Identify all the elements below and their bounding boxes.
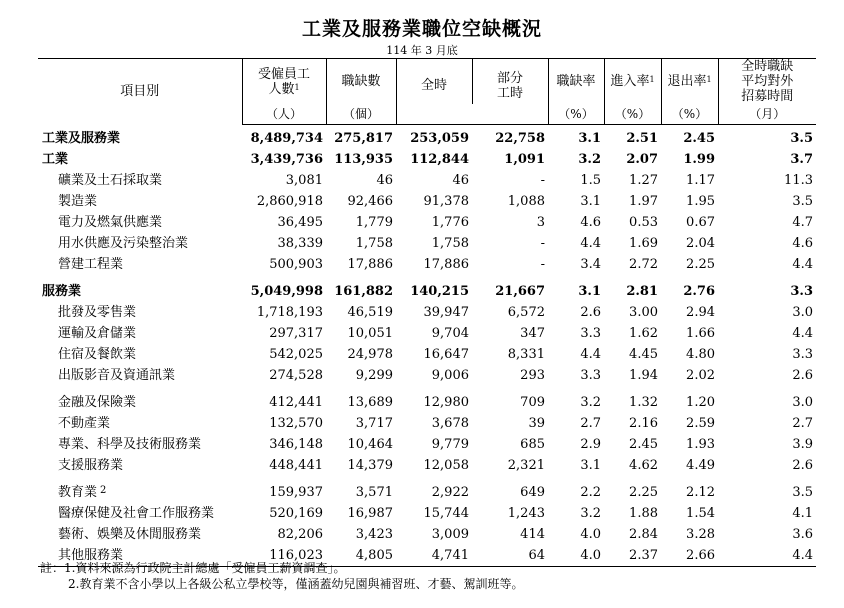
row-label [38,149,242,170]
row-label [38,275,242,302]
cell-fulltime: 140,215 [410,284,469,299]
cell-exit-rate: 2.12 [686,485,715,500]
row-label-text: 出版影音及資通訊業 [58,368,176,383]
cell-parttime: 64 [472,545,548,567]
cell-vacancy-rate: 2.2 [580,485,601,500]
header-vacancies: 職缺數 [326,59,396,105]
row-label-text: 礦業及土石採取業 [58,173,163,188]
footnote-1: 註：1.資料來源為行政院主計總處「受僱員工薪資調查」。 [40,561,346,575]
cell-fulltime: 3,009 [431,527,469,542]
row-label-text: 醫療保健及社會工作服務業 [58,506,215,521]
cell-vacancy-rate: 4.6 [580,215,601,230]
row-label-text: 專業、科學及技術服務業 [58,437,202,452]
cell-vacancy-rate: 3.2 [578,152,601,167]
table-row [38,386,816,413]
cell-parttime: 347 [520,326,545,341]
cell-employed: 5,049,998 [250,284,323,299]
cell-recruit-months: 4.4 [718,545,816,567]
row-label-text: 不動產業 [58,416,111,431]
cell-recruit-months: 11.3 [784,173,813,188]
header-recruit [718,59,816,105]
row-label [38,125,242,150]
cell-recruit-months: 4.7 [792,215,813,230]
cell-fulltime: 16,647 [423,347,469,362]
row-label-text: 服務業 [42,284,82,299]
cell-employed: 159,937 [269,485,323,500]
cell-recruit-months: 4.1 [792,506,813,521]
cell-exit-rate: 4.49 [686,458,715,473]
cell-vacancies: 24,978 [347,347,393,362]
cell-vacancies: 46 [376,173,393,188]
cell-vacancies: 13,689 [347,395,393,410]
row-label-text: 工業及服務業 [42,130,121,146]
header-parttime-line1: 部分 [496,70,523,86]
cell-parttime: 22,758 [495,131,545,146]
cell-fulltime: 15,744 [423,506,469,521]
cell-vacancy-rate: 4.0 [580,527,601,542]
cell-employed: 3,081 [285,173,323,188]
cell-employed: 448,441 [269,458,323,473]
cell-parttime: - [540,236,545,251]
cell-vacancies: 10,464 [347,437,393,452]
cell-entry-rate: 2.81 [626,284,658,299]
header-parttime-line2: 工時 [496,85,523,101]
cell-entry-rate: 1.94 [629,368,658,383]
cell-recruit-months: 3.5 [792,485,813,500]
cell-vacancies: 275,817 [334,131,393,146]
header-employed-unit: （人） [242,104,326,125]
cell-fulltime: 91,378 [423,194,469,209]
cell-parttime: - [540,257,545,272]
row-label-text: 營建工程業 [58,257,124,272]
header-recruit-line2: 平均對外 [741,74,794,89]
cell-vacancy-rate: 1.5 [580,173,601,188]
cell-fulltime: 12,058 [423,458,469,473]
cell-employed: 38,339 [277,236,323,251]
header-exit-rate [661,59,718,105]
cell-exit-rate: 2.59 [686,416,715,431]
row-label-text: 藝術、娛樂及休閒服務業 [58,527,202,542]
cell-exit-rate: 1.95 [686,194,715,209]
cell-entry-rate: 1.88 [629,506,658,521]
cell-parttime: 39 [528,416,545,431]
cell-exit-rate: 2.76 [683,284,715,299]
cell-vacancies: 3,571 [355,485,393,500]
row-label [38,191,242,212]
header-parttime-blank [472,104,548,125]
cell-employed: 8,489,734 [250,131,323,146]
header-employed-line1: 受僱員工 [257,66,310,82]
header-recruit-unit: （月） [718,104,816,125]
row-label-text: 金融及保險業 [58,395,137,410]
vacancy-table [38,58,816,567]
cell-entry-rate: 0.53 [629,215,658,230]
cell-vacancies: 3,717 [355,416,393,431]
table-row [38,365,816,386]
cell-fulltime: 2,922 [431,485,469,500]
cell-exit-rate: 1.17 [686,173,715,188]
cell-entry-rate: 3.00 [629,305,658,320]
cell-parttime: - [540,173,545,188]
cell-vacancy-rate: 4.4 [580,347,601,362]
cell-employed: 1,718,193 [256,305,323,320]
cell-exit-rate: 1.99 [683,152,715,167]
cell-entry-rate: 2.16 [629,416,658,431]
cell-fulltime: 46 [452,173,469,188]
cell-fulltime: 17,886 [423,257,469,272]
row-label [38,434,242,455]
header-employed-line2: 人數 [268,81,295,97]
cell-vacancies: 3,423 [355,527,393,542]
header-recruit-line3: 招募時間 [741,89,794,104]
table-row [38,149,816,170]
cell-vacancy-rate: 3.1 [580,194,601,209]
cell-entry-rate: 2.51 [626,131,658,146]
cell-fulltime: 9,006 [431,368,469,383]
cell-employed: 3,439,736 [250,152,323,167]
cell-recruit-months: 3.7 [790,152,813,167]
cell-parttime: 685 [520,437,545,452]
cell-employed: 2,860,918 [256,194,323,209]
footnote-2: 2.教育業不含小學以上各級公私立學校等，僅涵蓋幼兒園與補習班、才藝、駕訓班等。 [68,577,524,591]
row-label [38,413,242,434]
cell-vacancy-rate: 2.9 [580,437,601,452]
cell-vacancies: 4,805 [326,545,396,567]
cell-recruit-months: 3.5 [792,194,813,209]
header-exit-rate-label: 退出率 [667,74,707,89]
header-vacancy-rate-unit: （%） [548,104,604,125]
table-row [38,434,816,455]
cell-vacancy-rate: 3.3 [580,368,601,383]
header-exit-rate-note: 1 [706,75,712,84]
table-row [38,344,816,365]
cell-vacancy-rate: 3.3 [580,326,601,341]
cell-fulltime: 112,844 [410,152,469,167]
cell-recruit-months: 2.7 [792,416,813,431]
cell-vacancies: 16,987 [347,506,393,521]
row-label-text: 支援服務業 [58,458,124,473]
cell-fulltime: 1,776 [431,215,469,230]
cell-exit-rate: 2.66 [661,545,718,567]
cell-fulltime: 9,704 [431,326,469,341]
cell-vacancies: 92,466 [347,194,393,209]
cell-exit-rate: 1.66 [686,326,715,341]
cell-employed: 132,570 [269,416,323,431]
cell-vacancies: 1,779 [355,215,393,230]
cell-fulltime: 4,741 [396,545,472,567]
table-row [38,476,816,503]
cell-vacancy-rate: 4.4 [580,236,601,251]
cell-fulltime: 12,980 [423,395,469,410]
cell-parttime: 293 [520,368,545,383]
header-vacancies-unit: （個） [326,104,396,125]
cell-entry-rate: 1.27 [629,173,658,188]
cell-entry-rate: 2.72 [629,257,658,272]
cell-entry-rate: 1.97 [629,194,658,209]
cell-employed: 297,317 [269,326,323,341]
row-label [38,254,242,275]
cell-exit-rate: 4.80 [686,347,715,362]
cell-recruit-months: 3.0 [792,305,813,320]
table-row [38,323,816,344]
table-row [38,413,816,434]
table-row [38,191,816,212]
header-entry-rate-unit: （%） [604,104,661,125]
cell-entry-rate: 1.62 [629,326,658,341]
header-parttime [472,59,548,105]
cell-exit-rate: 1.54 [686,506,715,521]
table-row [38,302,816,323]
table-row [38,212,816,233]
row-label-note: 2 [100,485,107,496]
footnotes [40,560,523,592]
table-row [38,455,816,476]
cell-vacancy-rate: 2.7 [580,416,601,431]
header-employed [242,59,326,105]
cell-entry-rate: 2.84 [629,527,658,542]
cell-parttime: 1,091 [504,152,545,167]
header-exit-rate-unit: （%） [661,104,718,125]
row-label-text: 住宿及餐飲業 [58,347,137,362]
cell-vacancies: 113,935 [334,152,393,167]
cell-parttime: 6,572 [507,305,545,320]
row-label [38,302,242,323]
cell-fulltime: 39,947 [423,305,469,320]
cell-vacancies: 46,519 [347,305,393,320]
cell-vacancy-rate: 3.4 [580,257,601,272]
header-employed-note: 1 [294,82,300,92]
cell-recruit-months: 4.6 [792,236,813,251]
cell-parttime: 3 [536,215,545,230]
cell-exit-rate: 2.02 [686,368,715,383]
cell-entry-rate: 4.62 [629,458,658,473]
row-label-text: 工業 [42,152,69,167]
row-label-text: 運輸及倉儲業 [58,326,137,341]
cell-parttime: 414 [520,527,545,542]
cell-entry-rate: 2.37 [604,545,661,567]
row-label-text: 用水供應及污染整治業 [58,236,189,251]
cell-recruit-months: 3.6 [792,527,813,542]
cell-exit-rate: 2.04 [686,236,715,251]
cell-entry-rate: 2.07 [626,152,658,167]
row-label-text: 批發及零售業 [58,305,137,320]
cell-vacancy-rate: 3.2 [580,506,601,521]
cell-parttime: 8,331 [507,347,545,362]
cell-parttime: 21,667 [495,284,545,299]
cell-vacancies: 9,299 [355,368,393,383]
cell-recruit-months: 3.5 [790,131,813,146]
cell-vacancy-rate: 3.1 [578,131,601,146]
cell-parttime: 709 [520,395,545,410]
cell-fulltime: 253,059 [410,131,469,146]
row-label [38,323,242,344]
header-fulltime: 全時 [396,59,472,105]
row-label [38,524,242,545]
row-label-text: 其他服務業 [58,548,124,563]
header-fulltime-blank [396,104,472,125]
row-label [38,233,242,254]
cell-entry-rate: 1.32 [629,395,658,410]
cell-entry-rate: 2.45 [629,437,658,452]
cell-employed: 412,441 [269,395,323,410]
cell-employed: 542,025 [269,347,323,362]
cell-recruit-months: 2.6 [792,458,813,473]
cell-employed: 520,169 [269,506,323,521]
row-label [38,476,242,503]
table-row [38,503,816,524]
cell-exit-rate: 2.94 [686,305,715,320]
header-entry-rate-note: 1 [649,75,655,84]
cell-recruit-months: 3.3 [790,284,813,299]
cell-recruit-months: 2.6 [792,368,813,383]
cell-vacancy-rate: 3.1 [578,284,601,299]
cell-vacancies: 1,758 [355,236,393,251]
cell-employed: 346,148 [269,437,323,452]
row-label [38,344,242,365]
cell-exit-rate: 0.67 [686,215,715,230]
cell-fulltime: 9,779 [431,437,469,452]
cell-employed: 500,903 [269,257,323,272]
row-label-text: 教育業 [58,485,98,500]
cell-vacancy-rate: 2.6 [580,305,601,320]
header-entry-rate-label: 進入率 [610,74,650,89]
cell-parttime: 649 [520,485,545,500]
cell-recruit-months: 4.4 [792,326,813,341]
cell-exit-rate: 1.93 [686,437,715,452]
cell-employed: 274,528 [269,368,323,383]
cell-recruit-months: 4.4 [792,257,813,272]
cell-vacancies: 10,051 [347,326,393,341]
header-item: 項目別 [38,59,242,125]
table-body [38,125,816,567]
row-label [38,170,242,191]
cell-exit-rate: 3.28 [686,527,715,542]
cell-fulltime: 3,678 [431,416,469,431]
header-recruit-line1: 全時職缺 [741,59,794,74]
row-label-text: 電力及燃氣供應業 [58,215,163,230]
cell-vacancy-rate: 4.0 [548,545,604,567]
cell-entry-rate: 2.25 [629,485,658,500]
cell-recruit-months: 3.0 [792,395,813,410]
table-row [38,254,816,275]
row-label [38,365,242,386]
cell-vacancies: 161,882 [334,284,393,299]
cell-vacancies: 14,379 [347,458,393,473]
page-subtitle-date: 114 年 3 月底 [386,44,458,57]
cell-recruit-months: 3.3 [792,347,813,362]
cell-vacancies: 17,886 [347,257,393,272]
header-vacancy-rate: 職缺率 [548,59,604,105]
cell-vacancy-rate: 3.1 [580,458,601,473]
table-row [38,275,816,302]
cell-entry-rate: 4.45 [629,347,658,362]
row-label-text: 製造業 [58,194,98,209]
page-title: 工業及服務業職位空缺概況 [301,18,542,40]
row-label [38,212,242,233]
row-label [38,386,242,413]
table-row [38,125,816,150]
table-row [38,524,816,545]
cell-recruit-months: 3.9 [792,437,813,452]
cell-employed: 36,495 [277,215,323,230]
table-row [38,170,816,191]
cell-exit-rate: 2.45 [683,131,715,146]
row-label [38,503,242,524]
cell-parttime: 2,321 [507,458,545,473]
cell-parttime: 1,243 [507,506,545,521]
cell-exit-rate: 1.20 [686,395,715,410]
row-label [38,455,242,476]
cell-employed: 82,206 [277,527,323,542]
cell-employed: 116,023 [242,545,326,567]
cell-entry-rate: 1.69 [629,236,658,251]
table-row [38,233,816,254]
cell-vacancy-rate: 3.2 [580,395,601,410]
cell-fulltime: 1,758 [431,236,469,251]
cell-exit-rate: 2.25 [686,257,715,272]
header-entry-rate [604,59,661,105]
cell-parttime: 1,088 [507,194,545,209]
